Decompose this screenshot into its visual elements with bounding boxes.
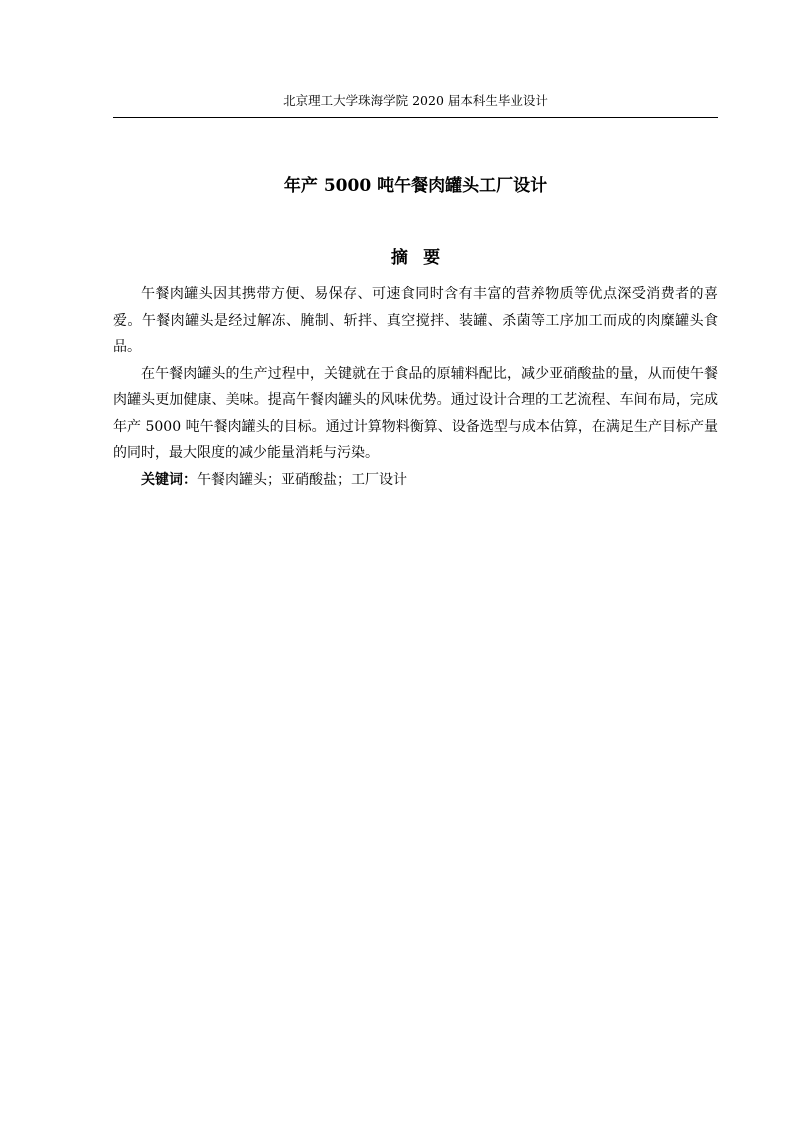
abstract-paragraph-1: 午餐肉罐头因其携带方便、易保存、可速食同时含有丰富的营养物质等优点深受消费者的喜爱。午餐肉罐头是经过解冻、腌制、斩拌、真空搅拌、装罐、杀菌等工序加工而成的肉糜罐头食品。 <box>113 286 718 355</box>
running-header: 北京理工大学珠海学院 2020 届本科生毕业设计 <box>283 93 548 108</box>
abstract-heading: 摘要 <box>390 248 456 268</box>
keywords-line <box>113 467 718 494</box>
abstract-paragraph-2: 在午餐肉罐头的生产过程中，关键就在于食品的原辅料配比，减少亚硝酸盐的量，从而使午餐肉罐头更加健康、美味。提高午餐肉罐头的风味优势。通过设计合理的工艺流程、车间布局，完成年产 5000 吨午餐肉罐头的目标。通过计算物料衡算、设备选型与成本估算，在满足生产目标产量的同时，最大限度的减少能量消耗与污染。 <box>113 365 718 461</box>
thesis-title: 年产 5000 吨午餐肉罐头工厂设计 <box>283 176 548 196</box>
abstract-body <box>113 281 718 493</box>
keywords-text: 午餐肉罐头；亚硝酸盐；工厂设计 <box>197 471 407 488</box>
keywords-label: 关键词： <box>141 471 197 488</box>
header-rule <box>113 117 718 118</box>
